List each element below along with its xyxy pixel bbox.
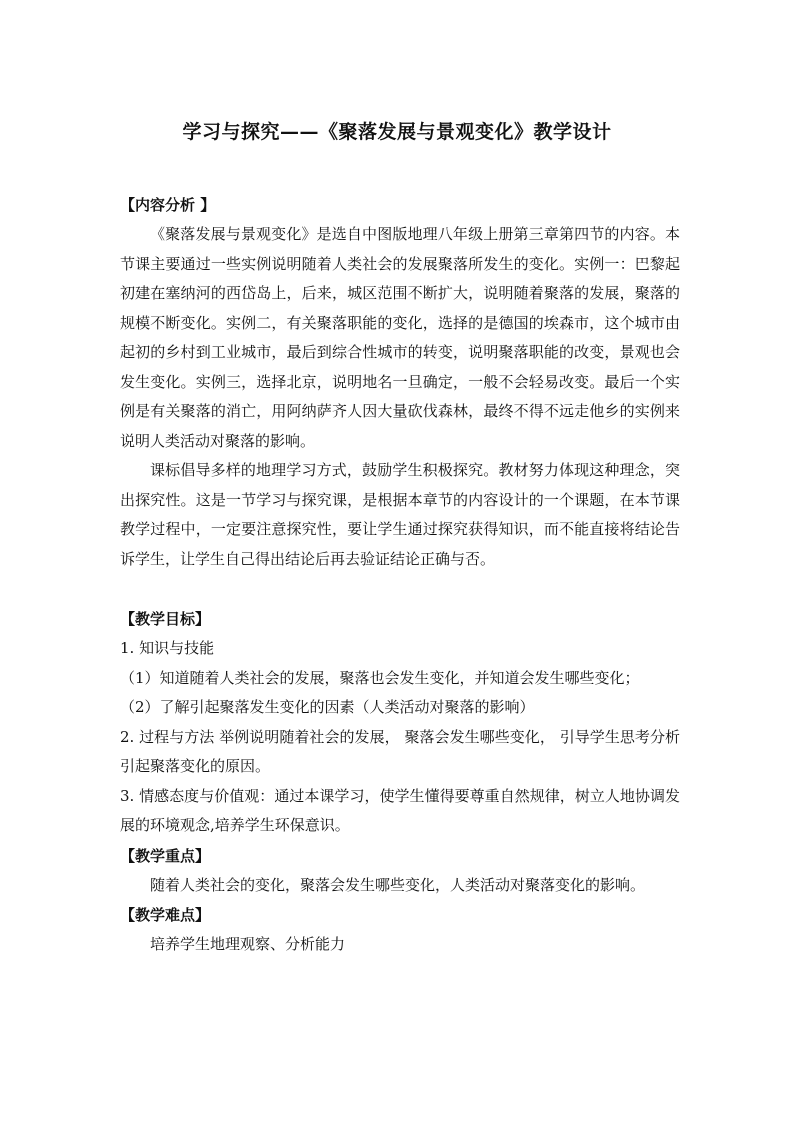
- section-spacer: [120, 574, 680, 604]
- goal-knowledge-skills: 1. 知识与技能: [120, 639, 215, 657]
- difficult-points-text: 培养学生地理观察、分析能力: [150, 935, 346, 953]
- goal-attitude-values: 3. 情感态度与价值观：通过本课学习，使学生懂得要尊重自然规律，树立人地协调发展的环境观念,培养学生环保意识。: [120, 786, 680, 834]
- document-body: [120, 190, 680, 960]
- difficult-points-heading: 【教学难点】: [120, 906, 211, 924]
- key-points-heading: 【教学重点】: [120, 846, 211, 865]
- content-analysis-paragraph-2: 课标倡导多样的地理学习方式，鼓励学生积极探究。教材努力体现这种理念，突出探究性。这是一节学习与探究课，是根据本章节的内容设计的一个课题，在本节课教学过程中，一定要注意探究性，要让学生通过探究获得知识，而不能直接将结论告诉学生，让学生自己得出结论后再去验证结论正确与否。: [120, 461, 680, 568]
- goal-knowledge-item-2: （2）了解引起聚落发生变化的因素（人类活动对聚落的影响）: [120, 698, 535, 716]
- content-analysis-paragraph-1: 《聚落发展与景观变化》是选自中图版地理八年级上册第三章第四节的内容。本节课主要通过一些实例说明随着人类社会的发展聚落所发生的变化。实例一：巴黎起初建在塞纳河的西岱岛上，后来，城区范围不断扩大，说明随着聚落的发展，聚落的规模不断变化。实例二，有关聚落职能的变化，选择的是德国的埃森市，这个城市由起初的乡村到工业城市，最后到综合性城市的转变，说明聚落职能的改变，景观也会发生变化。实例三，选择北京，说明地名一旦确定，一般不会轻易改变。最后一个实例是有关聚落的消亡，用阿纳萨齐人因大量砍伐森林，最终不得不远走他乡的实例来说明人类活动对聚落的影响。: [120, 225, 680, 450]
- key-points-text: 随着人类社会的变化，聚落会发生哪些变化，人类活动对聚落变化的影响。: [150, 875, 646, 894]
- goal-process-methods: 2. 过程与方法 举例说明随着社会的发展， 聚落会发生哪些变化， 引导学生思考分析引起聚落变化的原因。: [120, 727, 680, 775]
- content-analysis-heading: 【内容分析 】: [120, 196, 216, 214]
- teaching-goals-heading: 【教学目标】: [120, 610, 211, 628]
- document-title: 学习与探究——《聚落发展与景观变化》教学设计: [182, 121, 612, 143]
- goal-knowledge-item-1: （1）知道随着人类社会的发展，聚落也会发生变化，并知道会发生哪些变化；: [120, 668, 640, 687]
